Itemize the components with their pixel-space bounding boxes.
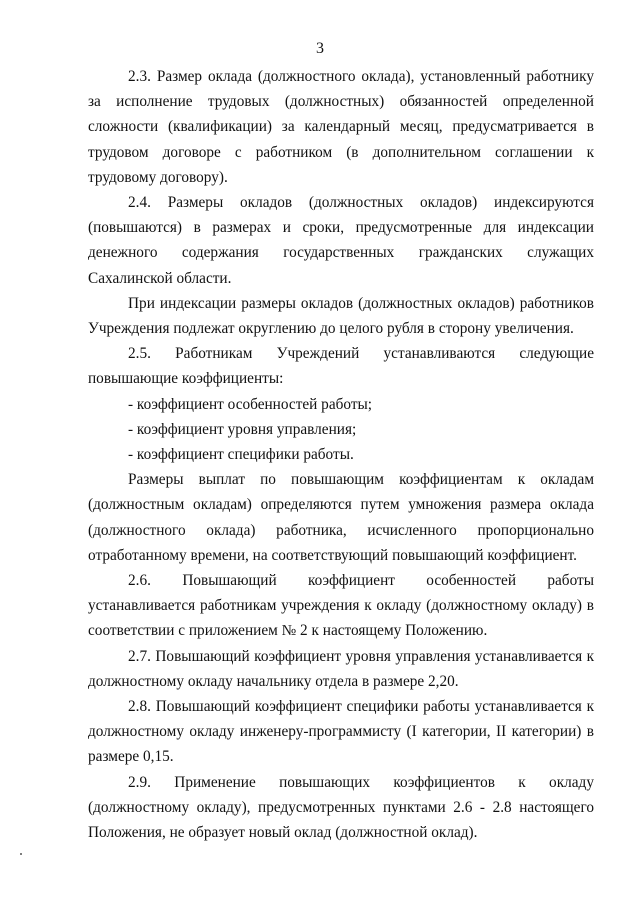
document-body	[88, 64, 594, 845]
list-item-coefficient-specifics: - коэффициент специфики работы.	[128, 446, 354, 464]
paragraph-2-7: 2.7. Повышающий коэффициент уровня управления устанавливается к должностному окладу начальнику отдела в размере 2,20.	[88, 647, 594, 690]
scan-speck	[20, 853, 22, 855]
paragraph-payment-sizes: Размеры выплат по повышающим коэффициентам к окладам (должностным окладам) определяются путем умножения размера оклада (должностного оклада) работника, исчисленного пропорционально отработанному времени, на соответствующий повышающий коэффициент.	[88, 471, 594, 564]
paragraph-2-4: 2.4. Размеры окладов (должностных окладов) индексируются (повышаются) в размерах и сроки, предусмотренные для индексации денежного содержания государственных гражданских служащих Сахалинской области.	[88, 194, 594, 287]
paragraph-2-9: 2.9. Применение повышающих коэффициентов к окладу (должностному окладу), предусмотренных пунктами 2.6 - 2.8 настоящего Положения, не образует новый оклад (должностной оклад).	[88, 773, 594, 842]
list-item-coefficient-management: - коэффициент уровня управления;	[128, 420, 357, 438]
paragraph-2-3: 2.3. Размер оклада (должностного оклада), установленный работнику за исполнение трудовых (должностных) обязанностей определенной сложности (квалификации) за календарный месяц, предусматривается в трудовом договоре с работником (в дополнительном соглашении к трудовому договору).	[88, 68, 594, 186]
paragraph-indexation-rounding: При индексации размеры окладов (должностных окладов) работников Учреждения подлежат округлению до целого рубля в сторону увеличения.	[88, 294, 594, 338]
paragraph-2-6: 2.6. Повышающий коэффициент особенностей работы устанавливается работникам учреждения к окладу (должностному окладу) в соответствии с приложением № 2 к настоящему Положению.	[88, 572, 594, 640]
paragraph-2-5: 2.5. Работникам Учреждений устанавливаются следующие повышающие коэффициенты:	[88, 345, 594, 388]
list-item-coefficient-features: - коэффициент особенностей работы;	[128, 395, 373, 413]
page-number: 3	[316, 40, 324, 57]
paragraph-2-8: 2.8. Повышающий коэффициент специфики работы устанавливается к должностному окладу инженеру-программисту (I категории, II категории) в размере 0,15.	[88, 698, 594, 766]
